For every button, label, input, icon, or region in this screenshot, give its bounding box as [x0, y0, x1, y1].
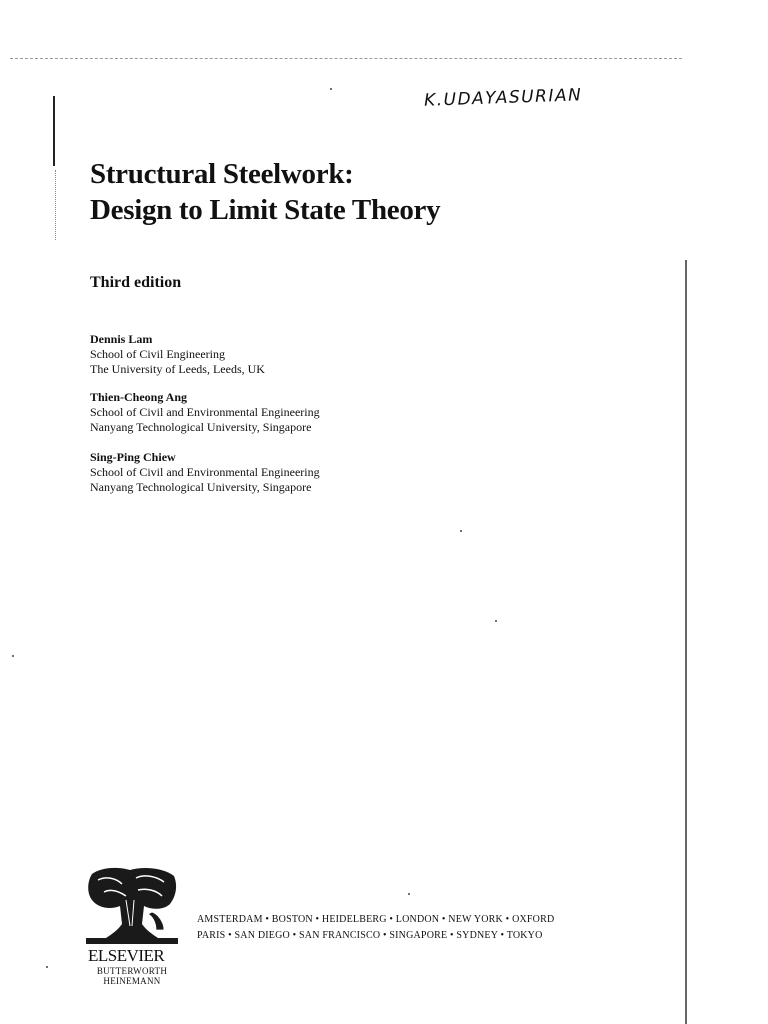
publisher-cities: [197, 912, 554, 944]
scan-speck: [12, 655, 14, 657]
book-title-line-1: Structural Steelwork:: [90, 158, 354, 190]
author-block: [90, 390, 320, 435]
publisher-imprint: HEINEMANN: [103, 976, 161, 986]
scan-mark-left-dotted: [55, 170, 56, 240]
scan-speck: [408, 893, 410, 895]
author-affiliation: Nanyang Technological University, Singapore: [90, 480, 312, 494]
scan-edge-right: [685, 260, 687, 1024]
scan-speck: [495, 620, 497, 622]
elsevier-tree-icon: [86, 866, 178, 944]
author-name: Sing-Ping Chiew: [90, 450, 176, 464]
author-name: Thien-Cheong Ang: [90, 390, 188, 404]
scan-mark-left: [53, 96, 55, 166]
publisher-imprint: BUTTERWORTH: [96, 966, 168, 976]
author-affiliation: Nanyang Technological University, Singapore: [90, 420, 312, 434]
scan-speck: [46, 966, 48, 968]
publisher-cities-line-1: AMSTERDAM • BOSTON • HEIDELBERG • LONDON • NEW YORK • OXFORD: [197, 914, 555, 925]
book-title-line-2: Design to Limit State Theory: [90, 194, 441, 226]
scan-speck: [460, 530, 462, 532]
book-title: [90, 156, 440, 228]
scan-edge-top: [10, 58, 682, 59]
author-block: [90, 332, 265, 377]
publisher-cities-line-2: PARIS • SAN DIEGO • SAN FRANCISCO • SINGAPORE • SYDNEY • TOKYO: [197, 930, 543, 941]
author-affiliation: School of Civil Engineering: [90, 347, 225, 361]
author-block: [90, 450, 320, 495]
handwritten-owner-name: K.UDAYASURIAN: [423, 85, 583, 111]
publisher-logo: [86, 866, 182, 986]
author-affiliation: The University of Leeds, Leeds, UK: [90, 362, 265, 376]
scan-speck: [330, 88, 332, 90]
book-edition: Third edition: [90, 274, 182, 291]
author-affiliation: School of Civil and Environmental Engineering: [90, 465, 320, 479]
publisher-brand: ELSEVIER: [88, 946, 165, 965]
author-name: Dennis Lam: [90, 332, 153, 346]
author-affiliation: School of Civil and Environmental Engineering: [90, 405, 320, 419]
